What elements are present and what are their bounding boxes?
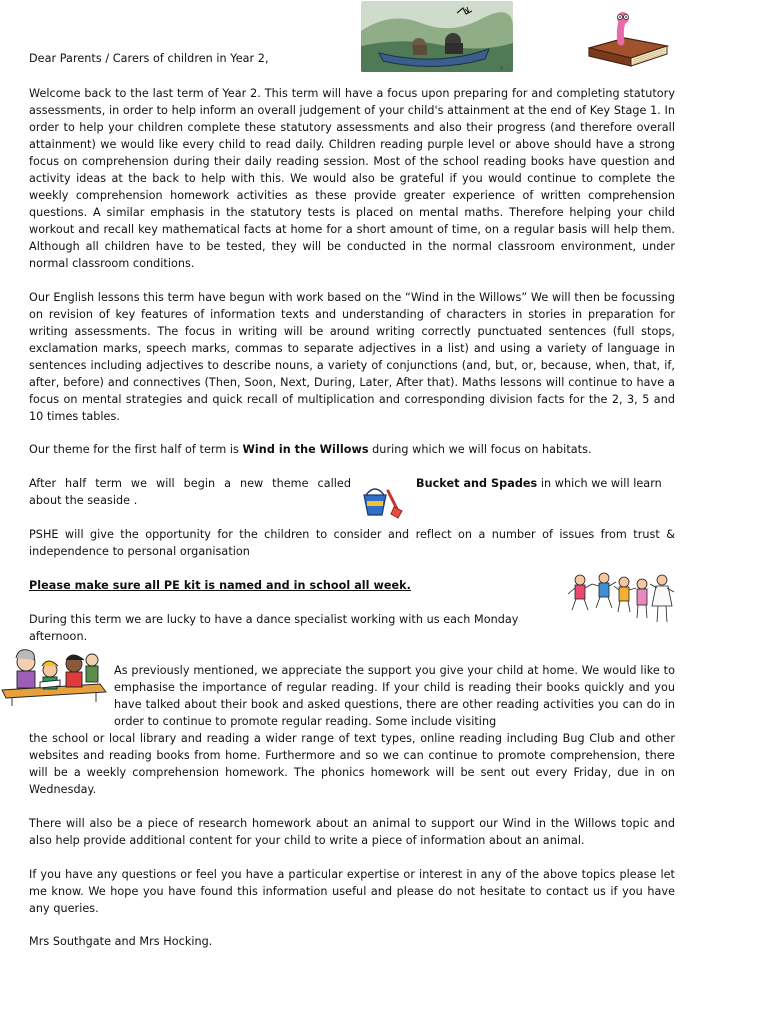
salutation: Dear Parents / Carers of children in Year 2,	[29, 52, 269, 65]
paragraph-support-indented: As previously mentioned, we appreciate the support you give your child at home. We would like to emphasise the importance of regular reading. If your child is reading their books quickly and you have talked about their book and asked questions, there are other reading activities you can do in order to continue to promote regular reading. Some include visiting	[114, 664, 675, 728]
half-term-theme: Bucket and Spades	[416, 477, 538, 490]
paragraph-welcome: Welcome back to the last term of Year 2. This term will have a focus upon preparing for and completing statutory assessments, in order to help inform an overall judgement of your child's attainment at the end of Key Stage 1. In order to help your children complete these statutory assessments and also their progress (and therefore overall attainment) we would like every child to read daily. Children reading purple level or above should have a strong focus on comprehension during their daily reading session. Most of the school reading books have question and activity ideas at the back to help with this. We would also be grateful if you would continue to complete the weekly comprehension homework activities as these provide greater experience of written comprehension questions. A similar emphasis in the statutory tests is placed on mental maths. Therefore helping your child workout and recall key mathematical facts at home for a short amount of time, on a regular basis will help them. Although all children have to be tested, they will be conducted in the normal classroom environment, under normal classroom conditions.	[29, 87, 675, 270]
paragraph-half-term	[29, 475, 675, 509]
paragraph-support-continued: the school or local library and reading a wider range of text types, online reading including Bug Club and other websites and reading books from home. Furthermore and so we can continue to promote comprehension, there will be a weekly comprehension homework. The phonics homework will be sent out every Friday, due in on Wednesday.	[29, 732, 675, 796]
paragraph-questions: If you have any questions or feel you have a particular expertise or interest in any of the above topics please let me know. We hope you have found this information useful and please do not hesitate to contact us if you have any queries.	[29, 868, 675, 915]
paragraph-theme	[29, 441, 675, 458]
dance-line-2: afternoon.	[29, 630, 88, 643]
half-term-suffix: in which we will learn	[537, 477, 662, 490]
paragraph-pshe: PSHE will give the opportunity for the children to consider and reflect on a number of issues from trust & independence to personal organisation	[29, 528, 675, 558]
paragraph-english-lessons: Our English lessons this term have begun with work based on the “Wind in the Willows” We will then be focussing on revision of key features of information texts and understanding of characters in stories in preparation for writing assessments. The focus in writing will be around writing correctly punctuated sentences (full stops, exclamation marks, speech marks, commas to separate adjectives in a list) and using a variety of language in sentences including adjectives to describe nouns, a variety of conjunctions (and, but, or, because, when, that, if, after, before) and connectives (Then, Soon, Next, During, Later, After that). Maths lessons will continue to have a focus on mental strategies and quick recall of multiplication and corresponding division facts for the 2, 3, 5 and 10 times tables.	[29, 291, 675, 423]
signoff: Mrs Southgate and Mrs Hocking.	[29, 935, 213, 948]
theme-suffix: during which we will focus on habitats.	[368, 443, 592, 456]
dance-line-1: During this term we are lucky to have a dance specialist working with us each Monday	[29, 613, 519, 626]
paragraph-dance	[29, 611, 569, 645]
half-term-prefix: After half term we will begin a new theme called	[29, 477, 351, 490]
pe-kit-notice: Please make sure all PE kit is named and in school all week.	[29, 579, 411, 592]
paragraph-research: There will also be a piece of research homework about an animal to support our Wind in the Willows topic and also help provide additional content for your child to write a piece of information about an animal.	[29, 817, 675, 847]
letter	[29, 0, 675, 1024]
half-term-line-2: about the seaside .	[29, 494, 138, 507]
theme-prefix: Our theme for the first half of term is	[29, 443, 243, 456]
illustration-caption: © ...	[499, 66, 509, 71]
theme-name: Wind in the Willows	[242, 443, 369, 456]
